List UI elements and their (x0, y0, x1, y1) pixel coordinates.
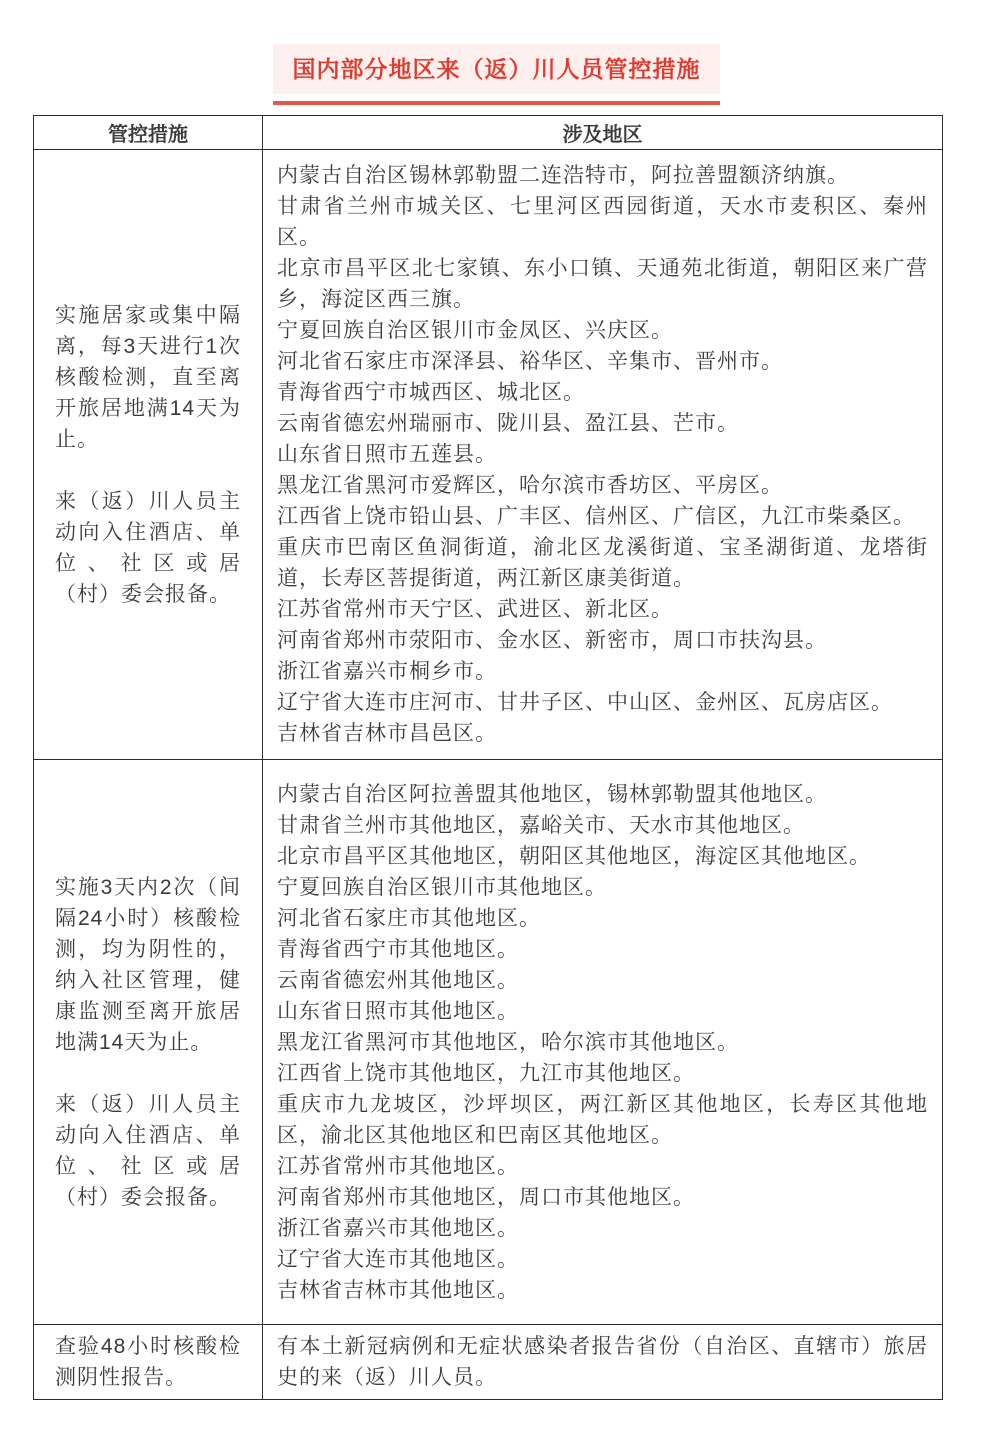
table-body (34, 150, 943, 1400)
col-header-regions: 涉及地区 (263, 116, 943, 150)
region-line: 北京市昌平区北七家镇、东小口镇、天通苑北街道，朝阳区来广营乡，海淀区西三旗。 (277, 257, 928, 311)
title-underline (273, 101, 720, 105)
region-line: 吉林省吉林市昌邑区。 (277, 722, 497, 745)
region-line: 山东省日照市五莲县。 (277, 443, 497, 466)
region-line: 有本土新冠病例和无症状感染者报告省份（自治区、直辖市）旅居史的来（返）川人员。 (277, 1335, 928, 1389)
measure-paragraph: 来（返）川人员主动向入住酒店、单位、社区或居（村）委会报备。 (55, 1092, 241, 1209)
region-line: 黑龙江省黑河市爱辉区，哈尔滨市香坊区、平房区。 (277, 474, 783, 497)
table-row (34, 150, 943, 760)
regions-cell (263, 1325, 943, 1400)
regions-cell (263, 760, 943, 1325)
region-line: 吉林省吉林市其他地区。 (277, 1278, 519, 1302)
regions-cell (263, 150, 943, 760)
region-line: 青海省西宁市其他地区。 (277, 937, 519, 961)
region-line: 甘肃省兰州市城关区、七里河区西园街道，天水市麦积区、秦州区。 (277, 195, 928, 249)
header-row (34, 116, 943, 150)
region-line: 云南省德宏州瑞丽市、陇川县、盈江县、芒市。 (277, 412, 739, 435)
title-banner (273, 44, 720, 105)
region-line: 内蒙古自治区阿拉善盟其他地区，锡林郭勒盟其他地区。 (277, 782, 827, 806)
region-line: 云南省德宏州其他地区。 (277, 968, 519, 992)
col-header-measures: 管控措施 (34, 116, 263, 150)
region-line: 河南省郑州市其他地区，周口市其他地区。 (277, 1185, 695, 1209)
table-row (34, 760, 943, 1325)
region-line: 青海省西宁市城西区、城北区。 (277, 381, 585, 404)
region-line: 河北省石家庄市深泽县、裕华区、辛集市、晋州市。 (277, 350, 783, 373)
measure-paragraph: 来（返）川人员主动向入住酒店、单位、社区或居（村）委会报备。 (55, 489, 241, 606)
region-line: 浙江省嘉兴市桐乡市。 (277, 660, 497, 683)
region-line: 辽宁省大连市庄河市、甘井子区、中山区、金州区、瓦房店区。 (277, 691, 893, 714)
region-line: 宁夏回族自治区银川市其他地区。 (277, 875, 607, 899)
measure-cell (34, 760, 263, 1325)
measure-paragraph: 实施居家或集中隔离，每3天进行1次核酸检测，直至离开旅居地满14天为止。 (55, 303, 241, 451)
region-line: 宁夏回族自治区银川市金凤区、兴庆区。 (277, 319, 673, 342)
region-line: 河南省郑州市荥阳市、金水区、新密市，周口市扶沟县。 (277, 629, 827, 652)
region-line: 重庆市九龙坡区，沙坪坝区，两江新区其他地区，长寿区其他地区，渝北区其他地区和巴南区其他地区。 (277, 1092, 928, 1147)
region-line: 黑龙江省黑河市其他地区，哈尔滨市其他地区。 (277, 1030, 739, 1054)
measure-paragraph: 查验48小时核酸检测阴性报告。 (55, 1335, 241, 1389)
measure-cell (34, 150, 263, 760)
region-line: 江西省上饶市铅山县、广丰区、信州区、广信区，九江市柴桑区。 (277, 505, 915, 528)
region-line: 浙江省嘉兴市其他地区。 (277, 1216, 519, 1240)
table-row (34, 1325, 943, 1400)
region-line: 河北省石家庄市其他地区。 (277, 906, 541, 930)
region-line: 甘肃省兰州市其他地区，嘉峪关市、天水市其他地区。 (277, 813, 805, 837)
region-line: 江苏省常州市其他地区。 (277, 1154, 519, 1178)
page-title: 国内部分地区来（返）川人员管控措施 (273, 44, 720, 94)
region-line: 内蒙古自治区锡林郭勒盟二连浩特市，阿拉善盟额济纳旗。 (277, 164, 849, 187)
region-line: 北京市昌平区其他地区，朝阳区其他地区，海淀区其他地区。 (277, 844, 871, 868)
region-line: 辽宁省大连市其他地区。 (277, 1247, 519, 1271)
region-line: 重庆市巴南区鱼洞街道，渝北区龙溪街道、宝圣湖街道、龙塔街道，长寿区菩提街道，两江新区康美街道。 (277, 536, 928, 590)
measure-paragraph: 实施3天内2次（间隔24小时）核酸检测，均为阴性的，纳入社区管理，健康监测至离开旅居地满14天为止。 (55, 875, 241, 1054)
region-line: 山东省日照市其他地区。 (277, 999, 519, 1023)
region-line: 江西省上饶市其他地区，九江市其他地区。 (277, 1061, 695, 1085)
region-line: 江苏省常州市天宁区、武进区、新北区。 (277, 598, 673, 621)
measures-table (33, 115, 943, 1400)
measure-cell (34, 1325, 263, 1400)
